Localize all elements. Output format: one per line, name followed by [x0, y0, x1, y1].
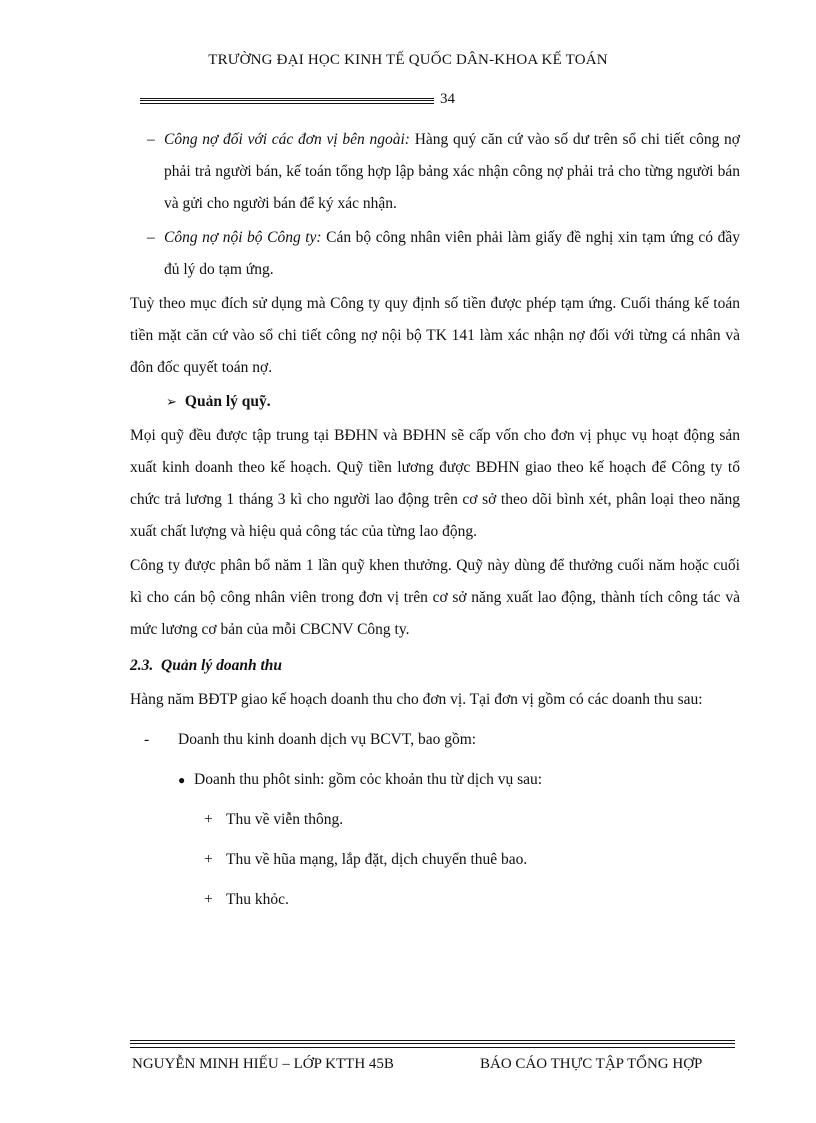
list-item-level3: [130, 844, 740, 876]
dot-bullet-icon: ●: [178, 773, 186, 787]
list-item-level3: [130, 804, 740, 836]
dash-bullet-icon: –: [147, 131, 155, 148]
paragraph-advance: Tuỳ theo mục đích sử dụng mà Công ty quy định số tiền được phép tạm ứng. Cuối tháng kế toán tiền mặt căn cứ vào sổ chi tiết công nợ nội bộ TK 141 làm xác nhận nợ đối với từng cá nhân và đôn đốc quyết toán nợ.: [130, 295, 740, 376]
plus-bullet-icon: +: [204, 811, 213, 828]
page-header-title: TRƯỜNG ĐẠI HỌC KINH TẾ QUỐC DÂN-KHOA KẾ TOÁN: [208, 52, 608, 68]
footer-author: NGUYỄN MINH HIẾU – LỚP KTTH 45B: [132, 1056, 394, 1072]
list-level2-text: Doanh thu phôt sinh: gồm cỏc khoản thu từ dịch vụ sau:: [194, 771, 543, 788]
section-title: Quản lý doanh thu: [161, 657, 283, 674]
list-level3-text: Thu về hũa mạng, lắp đặt, dịch chuyển thuê bao.: [226, 851, 528, 868]
plus-bullet-icon: +: [204, 851, 213, 868]
list-level1-text: Doanh thu kinh doanh dịch vụ BCVT, bao gồm:: [178, 731, 477, 748]
external-debt-text: Hàng quý căn cứ vào số dư trên sổ chi tiết công nợ phải trả người bán, kế toán tổng hợp lập bảng xác nhận công nợ phải trả cho từng người bán và gửi cho người bán để ký xác nhận.: [164, 131, 740, 212]
list-item-level2: [130, 764, 740, 796]
header-rule: [140, 98, 434, 104]
arrow-bullet-icon: ➢: [166, 394, 177, 409]
plus-bullet-icon: +: [204, 891, 213, 908]
external-debt-label: Công nợ đối với các đơn vị bên ngoài:: [164, 131, 410, 148]
page-number: 34: [440, 91, 455, 107]
footer-rule: [130, 1040, 735, 1048]
section-heading: [130, 650, 740, 682]
internal-debt-label: Công nợ nội bộ Công ty:: [164, 229, 322, 246]
list-item-external-debt: [130, 124, 740, 220]
list-item-level1: [130, 724, 740, 756]
list-item-internal-debt: [130, 222, 740, 286]
page-content: [130, 124, 740, 916]
list-level3-text: Thu khỏc.: [226, 891, 289, 908]
hyphen-bullet-icon: -: [144, 731, 150, 748]
list-level3-text: Thu về viễn thông.: [226, 811, 344, 828]
paragraph-bonus-fund: Công ty được phân bổ năm 1 lần quỹ khen thưởng. Quỹ này dùng để thưởng cuối năm hoặc cuối kì cho cán bộ công nhân viên trong đơn vị trên cơ sở năng xuất lao động, thành tích công tác và mức lương cơ bản của mỗi CBCNV Công ty.: [130, 557, 740, 638]
paragraph-fund: Mọi quỹ đều được tập trung tại BĐHN và BĐHN sẽ cấp vốn cho đơn vị phục vụ hoạt động sản xuất kinh doanh theo kế hoạch. Quỹ tiền lương được BĐHN giao theo kế hoạch để Công ty tổ chức trả lương 1 tháng 3 kì cho người lao động trên cơ sở theo dõi bình xét, phân loại theo năng xuất chất lượng và hiệu quả công tác của từng lao động.: [130, 427, 740, 540]
list-item-level3: [130, 884, 740, 916]
heading-fund-management: [130, 386, 740, 418]
internal-debt-text: Cán bộ công nhân viên phải làm giấy đề nghị xin tạm ứng có đầy đủ lý do tạm ứng.: [164, 229, 740, 278]
section-number: 2.3.: [130, 657, 154, 674]
heading-fund-label: Quản lý quỹ.: [184, 393, 271, 410]
dash-bullet-icon: –: [147, 229, 155, 246]
paragraph-revenue: Hàng năm BĐTP giao kế hoạch doanh thu cho đơn vị. Tại đơn vị gồm có các doanh thu sau:: [130, 691, 703, 708]
footer-report-title: BÁO CÁO THỰC TẬP TỔNG HỢP: [480, 1056, 703, 1072]
